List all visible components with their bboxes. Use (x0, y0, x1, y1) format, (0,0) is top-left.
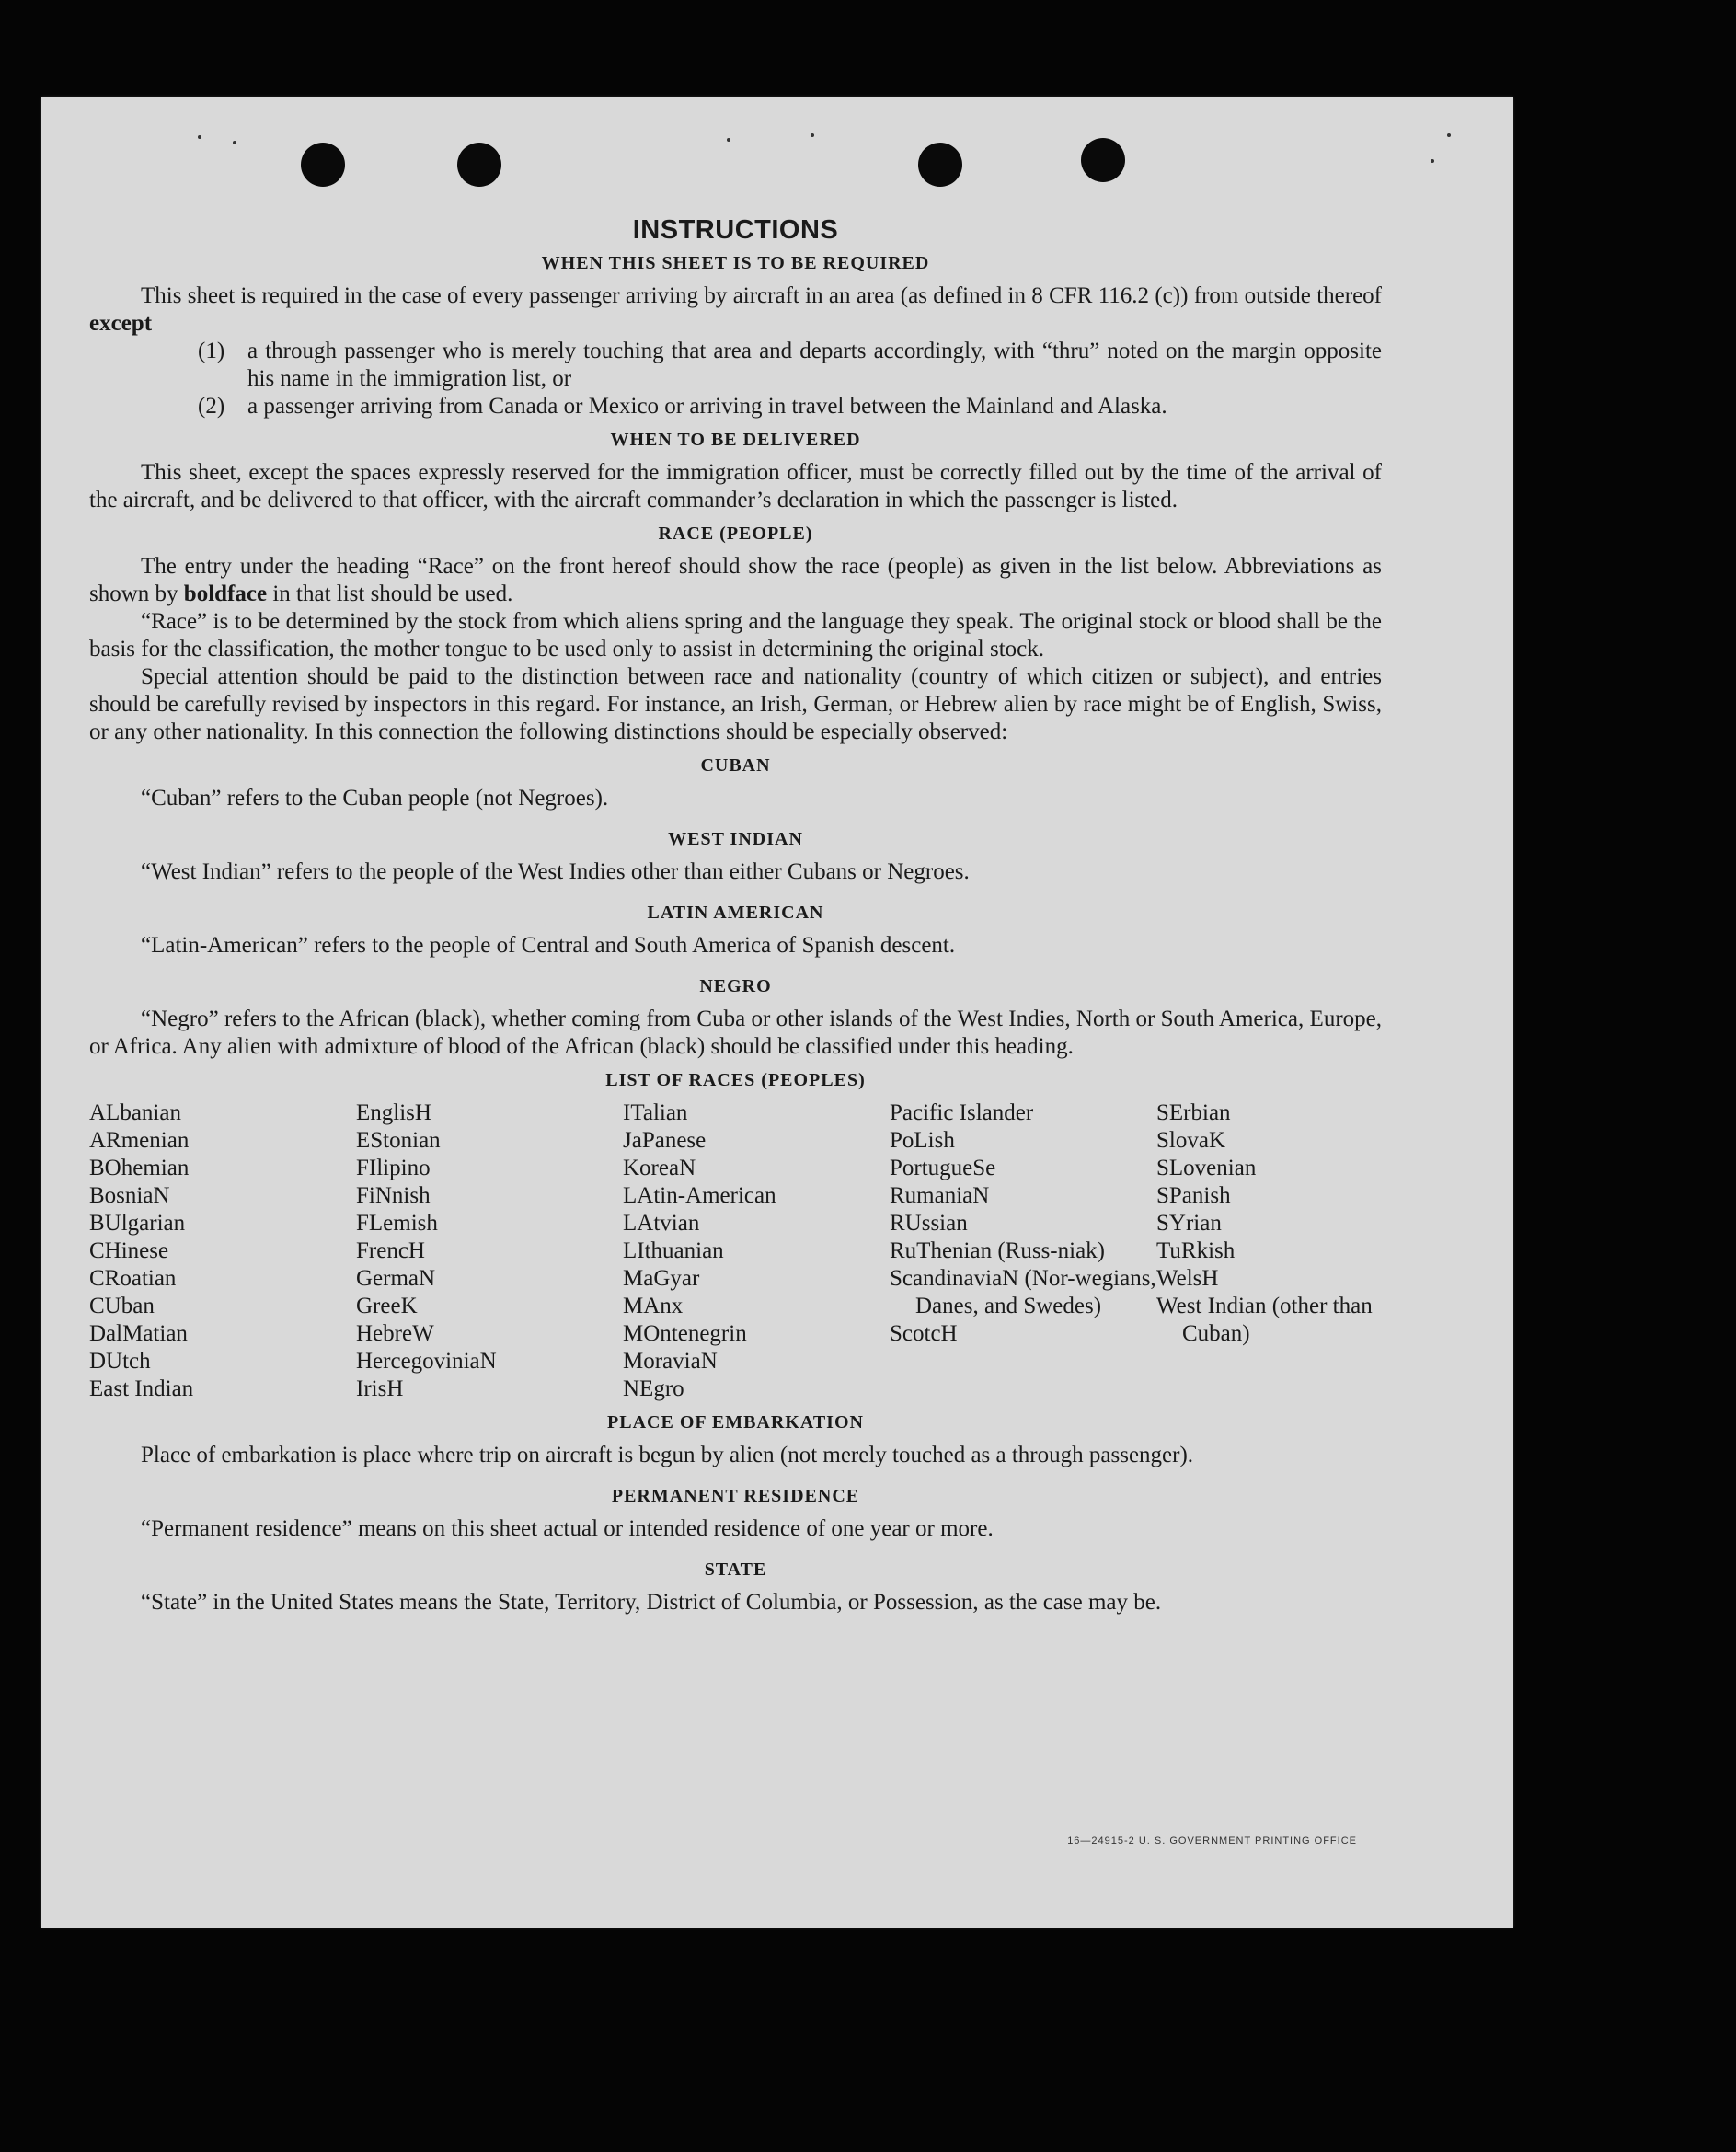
section-heading-when-required: WHEN THIS SHEET IS TO BE REQUIRED (541, 253, 930, 273)
negro-text: “Negro” refers to the African (black), whether coming from Cuba or other islands of the West Indies, North or South America, Europe, or Africa. Any alien with admixture of blood of the African (black) should be classified under this heading. (89, 1007, 1382, 1059)
race-item: PortugueSe (890, 1156, 996, 1180)
race-item: BOhemian (89, 1156, 190, 1180)
race-item: SLovenian (1156, 1156, 1257, 1180)
intro-text: This sheet is required in the case of every passenger arriving by aircraft in an area (as defined in 8 CFR 116.2 (c)) from outside thereof (141, 283, 1382, 308)
race-item: RumaniaN (890, 1183, 990, 1208)
race-item: GermaN (356, 1266, 436, 1291)
item-text: a passenger arriving from Canada or Mexico or arriving in travel between the Mainland and Alaska. (247, 394, 1167, 419)
race-item: LAtin-American (623, 1183, 776, 1208)
race-item: FiNnish (356, 1183, 431, 1208)
section-heading-latin-american: LATIN AMERICAN (647, 903, 824, 923)
race-paragraph-2: “Race” is to be determined by the stock from which aliens spring and the language they speak. The original stock or blood shall be the basis for the classification, the mother tongue to be used only to assist in determining the original stock. (89, 609, 1382, 662)
race-item: WelsH (1156, 1266, 1219, 1291)
race-item: West Indian (other than Cuban) (1156, 1294, 1373, 1346)
section-heading-when-delivered: WHEN TO BE DELIVERED (610, 430, 861, 450)
page-title: INSTRUCTIONS (632, 215, 839, 245)
race-item: PoLish (890, 1128, 955, 1153)
section-heading-residence: PERMANENT RESIDENCE (611, 1486, 860, 1506)
scan-speck (727, 138, 730, 142)
race-item: FLemish (356, 1211, 438, 1236)
state-text: “State” in the United States means the State, Territory, District of Columbia, or Possession, as the case may be. (141, 1590, 1162, 1615)
race-column-1 (89, 1099, 356, 1403)
section-heading-list-of-races: LIST OF RACES (PEOPLES) (605, 1070, 866, 1090)
latin-american-text: “Latin-American” refers to the people of Central and South America of Spanish descent. (141, 933, 956, 958)
race-item: SlovaK (1156, 1128, 1225, 1153)
embarkation-text: Place of embarkation is place where trip on aircraft is begun by alien (not merely touched as a through passenger). (141, 1443, 1194, 1467)
race-item: JaPanese (623, 1128, 707, 1153)
when-delivered-text: This sheet, except the spaces expressly reserved for the immigration officer, must be correctly filled out by the time of the arrival of the aircraft, and be delivered to that officer, with the aircraft commander’s declaration in which the passenger is listed. (89, 460, 1382, 512)
residence-text: “Permanent residence” means on this sheet actual or intended residence of one year or more. (141, 1516, 994, 1541)
scan-speck (1431, 159, 1434, 163)
punch-hole (457, 143, 501, 187)
race-item: RuThenian (Russ-niak) (890, 1238, 1105, 1263)
section-heading-embarkation: PLACE OF EMBARKATION (607, 1412, 864, 1433)
race-item: CUban (89, 1294, 155, 1318)
race-item: Pacific Islander (890, 1100, 1034, 1125)
instructions-body (89, 216, 1382, 1617)
race-item: NEgro (623, 1376, 684, 1401)
race-item: ITalian (623, 1100, 688, 1125)
race-item: EStonian (356, 1128, 441, 1153)
race-item: East Indian (89, 1376, 194, 1401)
race-item: FIlipino (356, 1156, 431, 1180)
race-item: MaGyar (623, 1266, 700, 1291)
race-column-4 (890, 1099, 1156, 1403)
race-item: RUssian (890, 1211, 968, 1236)
race-item: DUtch (89, 1349, 151, 1374)
race-p1-bold: boldface (183, 581, 268, 606)
race-paragraph-1 (89, 553, 1382, 608)
race-item: LAtvian (623, 1211, 700, 1236)
race-item: SPanish (1156, 1183, 1231, 1208)
race-column-5 (1156, 1099, 1423, 1403)
punch-hole (1081, 138, 1125, 182)
race-p1-text: The entry under the heading “Race” on the front hereof should show the race (people) as given in the list below. Abbreviations as shown by (89, 554, 1382, 606)
west-indian-text: “West Indian” refers to the people of the West Indies other than either Cubans or Negroes. (141, 859, 970, 884)
race-item: CHinese (89, 1238, 169, 1263)
race-item: BosniaN (89, 1183, 170, 1208)
scan-speck (1447, 133, 1451, 137)
race-item: FrencH (356, 1238, 425, 1263)
race-item: GreeK (356, 1294, 418, 1318)
race-item: TuRkish (1156, 1238, 1236, 1263)
race-item: IrisH (356, 1376, 404, 1401)
race-item: MAnx (623, 1294, 684, 1318)
exception-item-2 (198, 393, 1382, 420)
race-item: MoraviaN (623, 1349, 718, 1374)
race-item: ARmenian (89, 1128, 190, 1153)
scan-speck (811, 133, 814, 137)
race-p1-tail: in that list should be used. (267, 581, 513, 606)
intro-bold: except (89, 311, 153, 336)
document-sheet (41, 97, 1513, 1928)
race-item: SYrian (1156, 1211, 1222, 1236)
race-item: ScotcH (890, 1321, 958, 1346)
section-heading-race: RACE (PEOPLE) (658, 524, 813, 544)
race-item: HebreW (356, 1321, 434, 1346)
race-column-3 (623, 1099, 890, 1403)
cuban-text: “Cuban” refers to the Cuban people (not Negroes). (141, 786, 609, 811)
race-list (89, 1099, 1382, 1403)
race-item: ALbanian (89, 1100, 181, 1125)
when-required-intro (89, 282, 1382, 338)
race-item: KoreaN (623, 1156, 696, 1180)
race-item: HercegoviniaN (356, 1349, 497, 1374)
printer-imprint: 16—24915-2 U. S. GOVERNMENT PRINTING OFFICE (1067, 1836, 1357, 1847)
race-item: MOntenegrin (623, 1321, 747, 1346)
race-paragraph-3: Special attention should be paid to the distinction between race and nationality (country of which citizen or subject), and entries should be carefully revised by inspectors in this regard. For instance, an Irish, German, or Hebrew alien by race might be of English, Swiss, or any other nationality. In this connection the following distinctions should be especially observed: (89, 664, 1382, 744)
punch-hole (918, 143, 962, 187)
race-item: EnglisH (356, 1100, 431, 1125)
race-item: DalMatian (89, 1321, 188, 1346)
race-column-2 (356, 1099, 623, 1403)
race-item: LIthuanian (623, 1238, 724, 1263)
race-item: SErbian (1156, 1100, 1231, 1125)
exception-item-1 (198, 338, 1382, 393)
section-heading-negro: NEGRO (699, 976, 772, 996)
scan-speck (233, 141, 236, 144)
race-item: BUlgarian (89, 1211, 186, 1236)
item-number: (1) (198, 339, 225, 363)
section-heading-state: STATE (704, 1559, 767, 1580)
section-heading-cuban: CUBAN (700, 755, 771, 776)
scan-speck (198, 135, 201, 139)
race-item: ScandinaviaN (Nor-wegians, Danes, and Swedes) (890, 1266, 1156, 1318)
section-heading-west-indian: WEST INDIAN (668, 829, 803, 849)
item-number: (2) (198, 394, 225, 419)
item-text: a through passenger who is merely touching that area and departs accordingly, with “thru” noted on the margin opposite his name in the immigration list, or (247, 339, 1382, 391)
race-item: CRoatian (89, 1266, 177, 1291)
punch-hole (301, 143, 345, 187)
